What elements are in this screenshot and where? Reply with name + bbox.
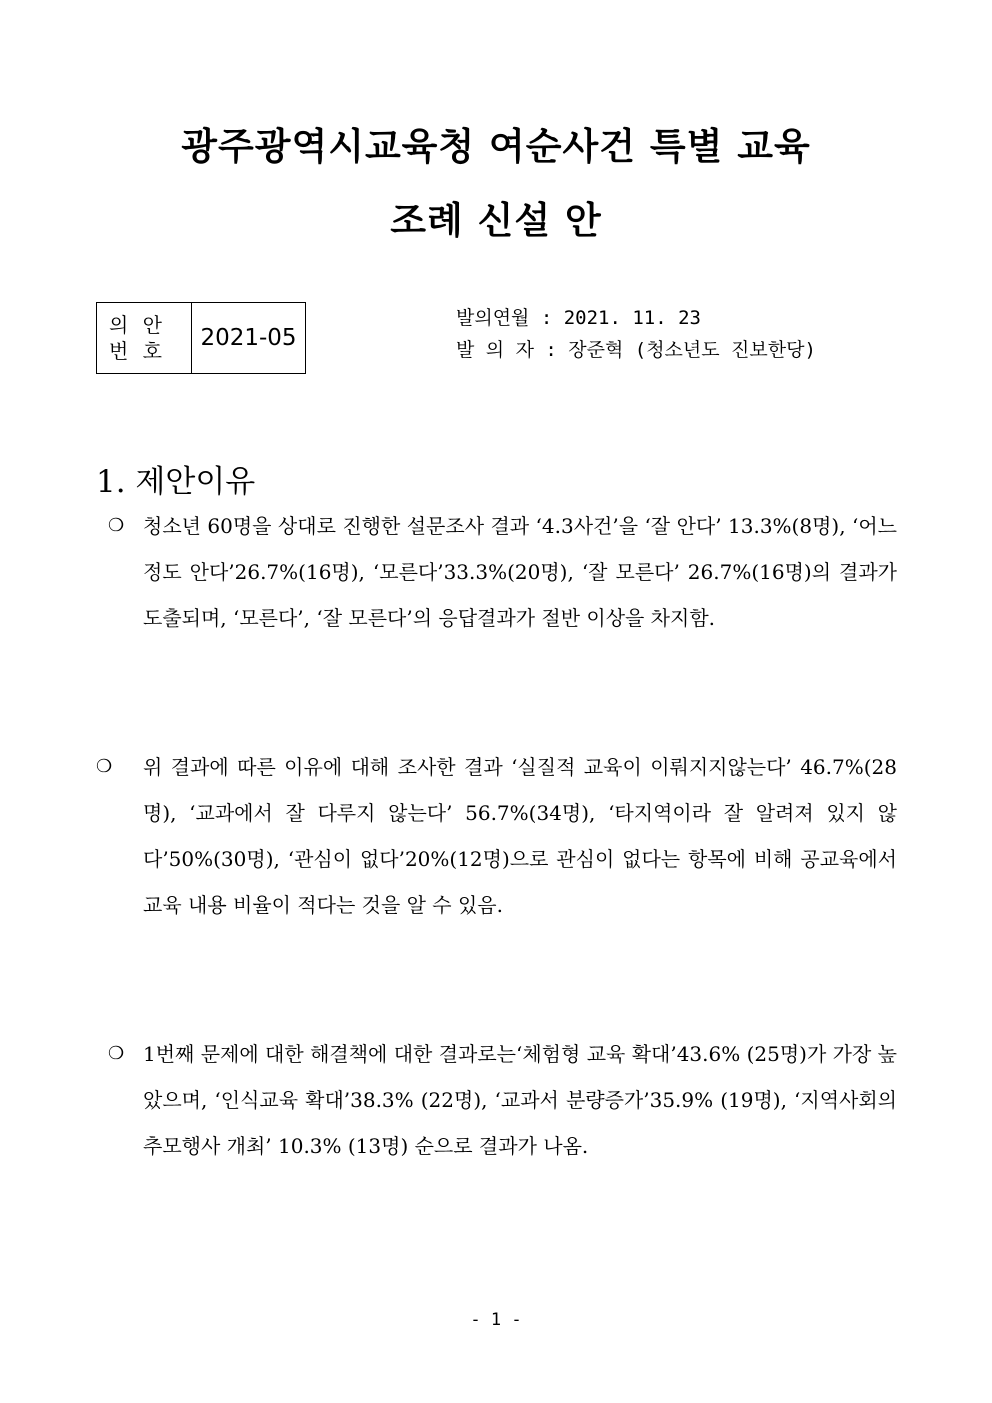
proposal-date: 발의연월 : 2021. 11. 23 xyxy=(456,307,702,329)
bullet-circle-icon: ❍ xyxy=(108,515,125,536)
proposal-info xyxy=(456,302,816,366)
page-number: - 1 - xyxy=(470,1310,522,1330)
section-heading: 1. 제안이유 xyxy=(96,464,256,500)
paragraph-solution-result: 1번째 문제에 대한 해결책에 대한 결과로는‘체험형 교육 확대’43.6% (25명)가 가장 높았으며, ‘인식교육 확대’38.3% (22명), ‘교과서 분량증가’35.9% (19명), ‘지역사회의 추모행사 개최’ 10.3% (13명) 순으로 결과가 나옴. xyxy=(143,1042,897,1158)
bill-number-label-line2: 번 호 xyxy=(109,339,166,363)
bullet-circle-icon: ❍ xyxy=(96,756,113,777)
bill-number-label xyxy=(97,303,192,373)
proposer: 발 의 자 : 장준혁 (청소년도 진보한당) xyxy=(456,339,816,361)
document-title-line1: 광주광역시교육청 여순사건 특별 교육 xyxy=(181,125,811,168)
paragraph-survey-result: 청소년 60명을 상대로 진행한 설문조사 결과 ‘4.3사건’을 ‘잘 안다’ 13.3%(8명), ‘어느 정도 안다’26.7%(16명), ‘모른다’33.3%(20명), ‘잘 모른다’ 26.7%(16명)의 결과가 도출되며, ‘모른다’, ‘잘 모른다’의 응답결과가 절반 이상을 차지함. xyxy=(143,514,897,630)
bill-number-box xyxy=(96,302,306,374)
paragraph-reason-analysis: 위 결과에 따른 이유에 대해 조사한 결과 ‘실질적 교육이 이뤄지지않는다’ 46.7%(28명), ‘교과에서 잘 다루지 않는다’ 56.7%(34명), ‘타지역이라 잘 알려져 있지 않다’50%(30명), ‘관심이 없다’20%(12명)으로 관심이 없다는 항목에 비해 공교육에서 교육 내용 비율이 적다는 것을 알 수 있음. xyxy=(143,755,897,917)
document-title-line2: 조례 신설 안 xyxy=(390,199,602,242)
bill-number-label-line1: 의 안 xyxy=(109,313,166,337)
bullet-circle-icon: ❍ xyxy=(108,1043,125,1064)
bill-number-value: 2021-05 xyxy=(200,325,297,351)
